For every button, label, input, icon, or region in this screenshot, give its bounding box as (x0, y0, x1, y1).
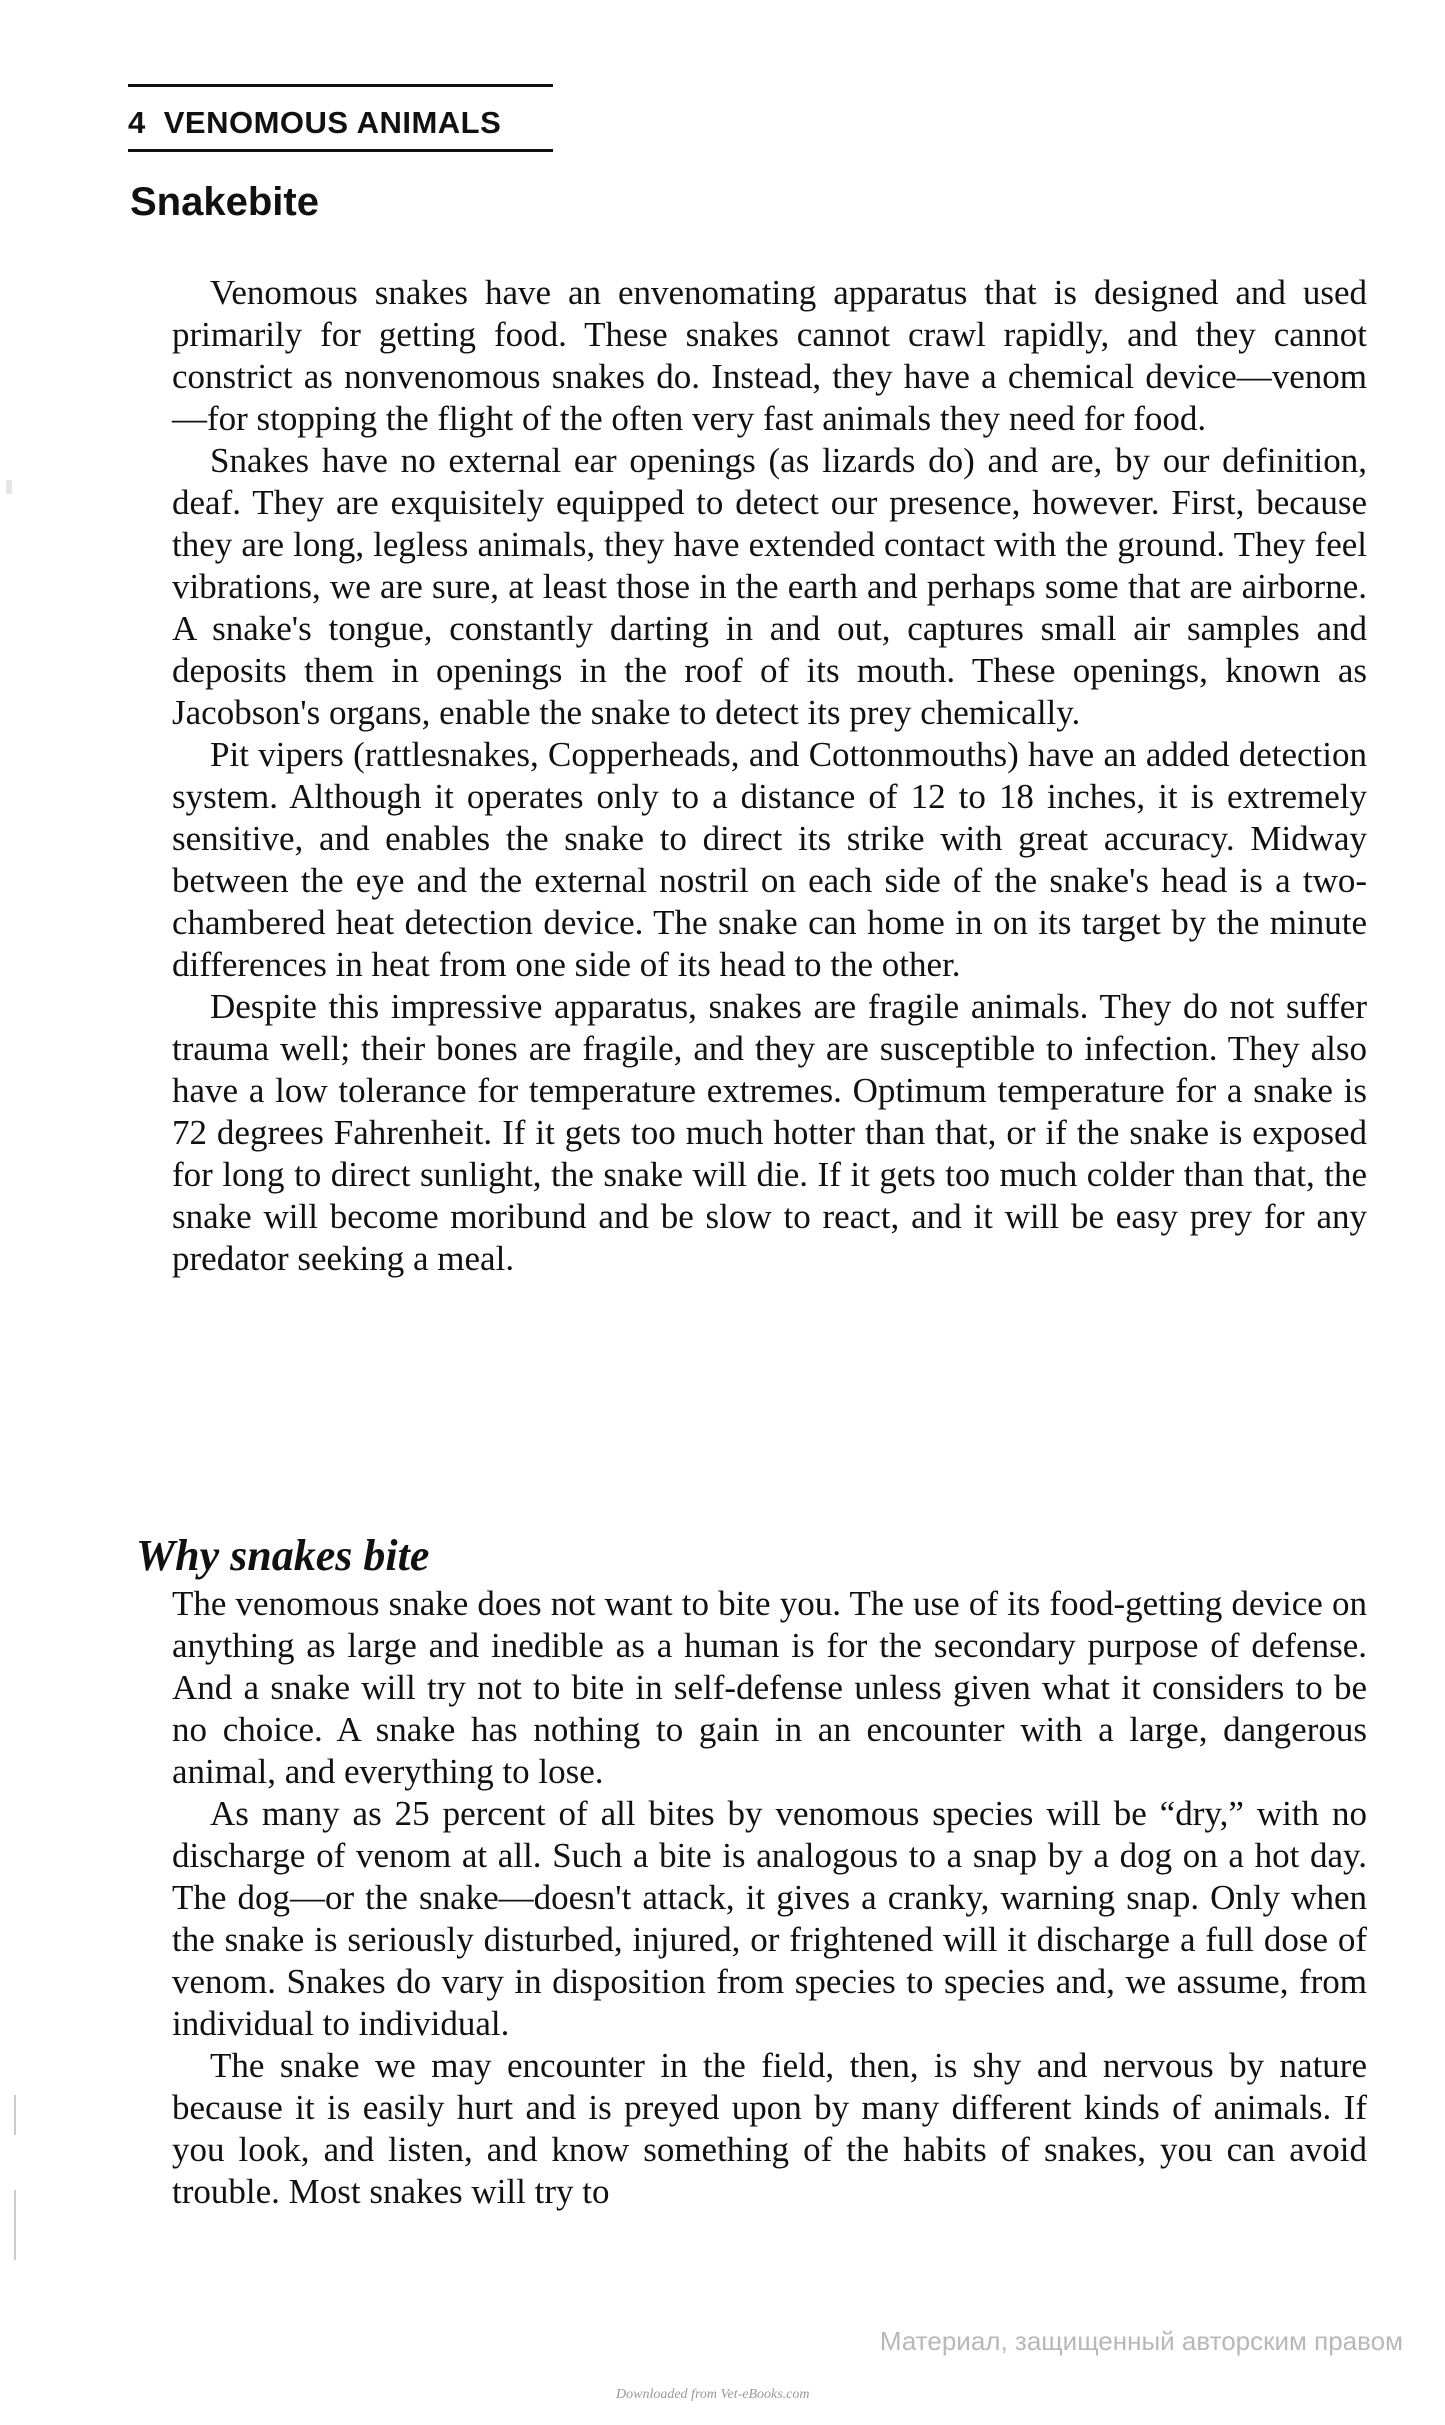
chapter-title: VENOMOUS ANIMALS (163, 105, 502, 140)
margin-line (14, 2095, 16, 2135)
copyright-notice: Материал, защищенный авторским правом (879, 2326, 1403, 2356)
page-number: 4 (128, 105, 146, 140)
why-snakes-bite-body (172, 1583, 1367, 2213)
snakebite-body (172, 272, 1367, 1280)
subsection-title: Why snakes bite (136, 1531, 430, 1580)
margin-mark (6, 480, 12, 494)
paragraph-dry-bites: As many as 25 percent of all bites by venomous species will be “dry,” with no discharge of venom at all. Such a bite is analogous to a snap by a dog on a hot day. The dog—or the snake—doesn't attack, it gives a cranky, warning snap. Only when the snake is seriously disturbed, injured, or frightened will it discharge a full dose of venom. Snakes do vary in disposition from species to species and, we assume, from individual to individual. (172, 1794, 1367, 2043)
paragraph-detection-senses: Snakes have no external ear openings (as lizards do) and are, by our definition, deaf. They are exquisitely equipped to detect our presence, however. First, because they are long, legless animals, they have extended contact with the ground. They feel vibrations, we are sure, at least those in the earth and perhaps some that are airborne. A snake's tongue, constantly darting in and out, captures small air samples and deposits them in openings in the roof of its mouth. These openings, known as Jacobson's organs, enable the snake to detect its prey chemically. (172, 441, 1367, 732)
running-head (128, 84, 553, 152)
margin-line (14, 2190, 16, 2260)
download-note: Downloaded from Vet-eBooks.com (616, 2387, 810, 2402)
paragraph-shy-nature: The snake we may encounter in the field, then, is shy and nervous by nature because it is easily hurt and is preyed upon by many different kinds of animals. If you look, and listen, and know something of the habits of snakes, you can avoid trouble. Most snakes will try to (172, 2046, 1367, 2211)
paragraph-pit-vipers: Pit vipers (rattlesnakes, Copperheads, and Cottonmouths) have an added detection system. Although it operates only to a distance of 12 to 18 inches, it is extremely sensitive, and enables the snake to direct its strike with great accuracy. Midway between the eye and the external nostril on each side of the snake's head is a two-chambered heat detection device. The snake can home in on its target by the minute differences in heat from one side of its head to the other. (172, 735, 1367, 984)
section-title: Snakebite (130, 180, 319, 224)
paragraph-envenomating-apparatus: Venomous snakes have an envenomating apparatus that is designed and used primarily for getting food. These snakes cannot crawl rapidly, and they cannot constrict as nonvenomous snakes do. Instead, they have a chemical device—venom—for stopping the flight of the often very fast animals they need for food. (172, 273, 1367, 438)
paragraph-fragility: Despite this impressive apparatus, snakes are fragile animals. They do not suffer trauma well; their bones are fragile, and they are susceptible to infection. They also have a low tolerance for temperature extremes. Optimum temperature for a snake is 72 degrees Fahrenheit. If it gets too much hotter than that, or if the snake is exposed for long to direct sunlight, the snake will die. If it gets too much colder than that, the snake will become moribund and be slow to react, and it will be easy prey for any predator seeking a meal. (172, 987, 1367, 1278)
paragraph-defense: The venomous snake does not want to bite you. The use of its food-getting device on anything as large and inedible as a human is for the secondary purpose of defense. And a snake will try not to bite in self-defense unless given what it considers to be no choice. A snake has nothing to gain in an encounter with a large, dangerous animal, and everything to lose. (172, 1584, 1367, 1791)
